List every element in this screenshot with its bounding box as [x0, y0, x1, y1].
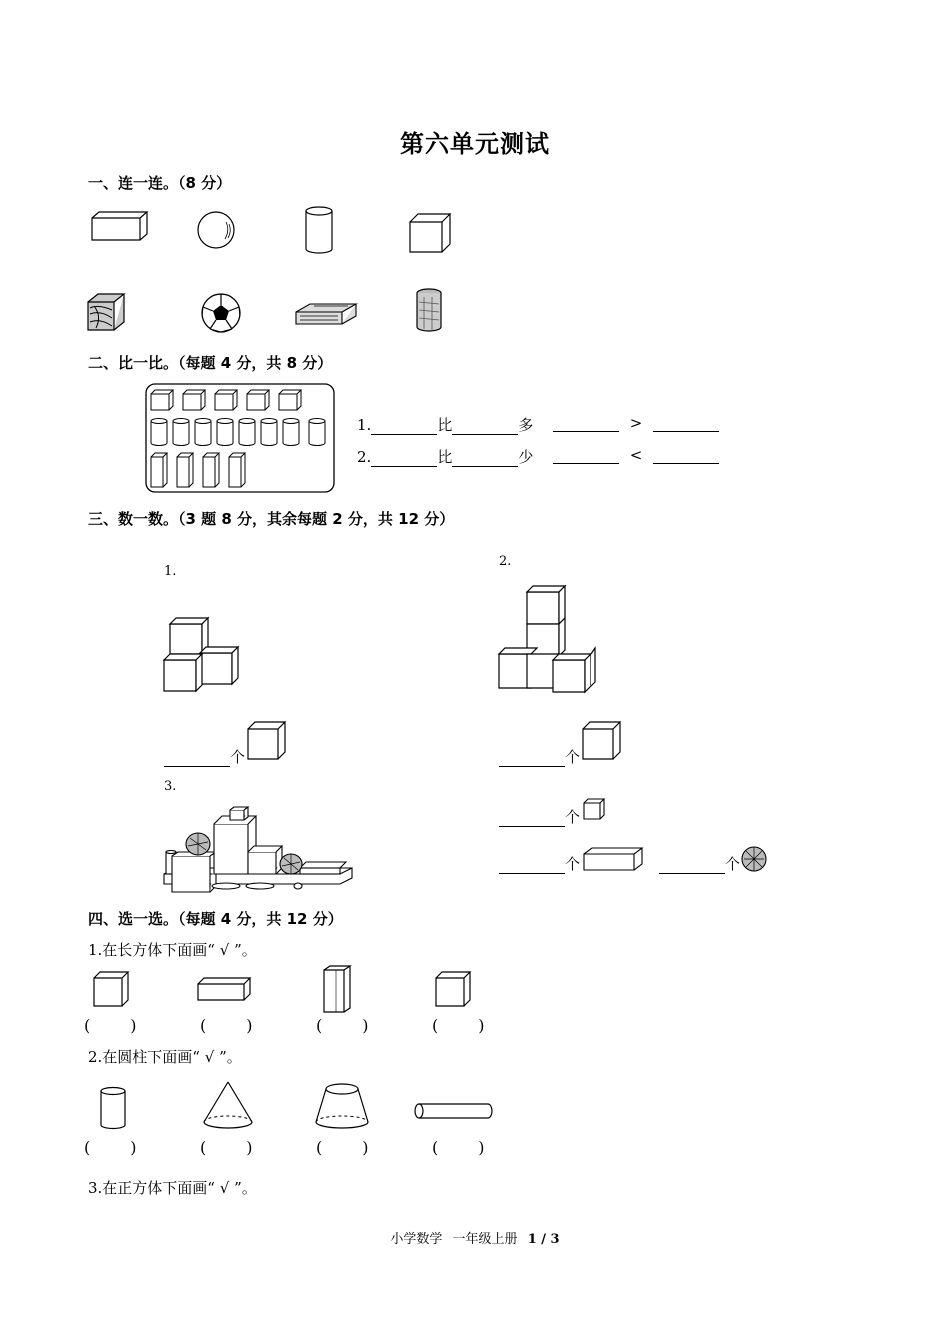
paren-open: ( [316, 1016, 323, 1035]
shape-comparison-panel [145, 383, 335, 493]
section-3-heading: 三、数一数。（3 题 8 分，其余每题 2 分，共 12 分） [88, 510, 455, 528]
count-q3-cube-blank[interactable] [499, 812, 565, 827]
paren-close: ) [478, 1016, 485, 1035]
count-q3-cube-answer [499, 806, 580, 827]
choose-q1-small-cube-icon [434, 970, 472, 1008]
count-q3-ball-blank[interactable] [659, 859, 725, 874]
count-q3-ball-unit: 个 [725, 855, 741, 873]
choose-q3-instruction: 3.在正方体下面画“ √ ”。 [88, 1179, 257, 1197]
choose-q2-answer-4[interactable] [432, 1138, 485, 1157]
count-q3-cuboid-icon [582, 846, 644, 872]
paren-close: ) [362, 1138, 369, 1157]
compare-line-1-duo: 多 [518, 416, 534, 434]
choose-q1-cube-icon [92, 970, 130, 1008]
compare-line-1-number: 1. [357, 416, 372, 434]
paren-open: ( [84, 1016, 91, 1035]
count-q1-unit: 个 [230, 748, 246, 766]
cylinder-shape-icon [304, 206, 334, 254]
footer-grade: 一年级上册 [452, 1232, 518, 1247]
paren-close: ) [130, 1016, 137, 1035]
count-q1-number: 1. [164, 564, 177, 579]
count-q3-small-cube-icon [582, 797, 606, 821]
paren-open: ( [200, 1138, 207, 1157]
choose-q2-cone-icon [202, 1080, 254, 1130]
paren-close: ) [130, 1138, 137, 1157]
section-4-heading: 四、选一选。（每题 4 分，共 12 分） [88, 910, 343, 928]
count-q1-cube-icon [246, 720, 288, 762]
compare-line-2-blank-d[interactable] [653, 449, 719, 464]
footer-page-number: 1 / 3 [527, 1232, 560, 1247]
compare-line-1-blank-d[interactable] [653, 417, 719, 432]
count-q1-blank[interactable] [164, 752, 230, 767]
count-q2-number: 2. [499, 554, 512, 569]
footer-subject: 小学数学 [390, 1232, 443, 1247]
compare-line-2-blank-c[interactable] [553, 449, 619, 464]
count-q1-cube-stack [162, 616, 242, 694]
paren-close: ) [246, 1138, 253, 1157]
cube-shape-icon [408, 212, 454, 254]
compare-line-1-blank-a[interactable] [371, 420, 437, 435]
count-q3-ball-answer [659, 853, 740, 874]
count-q2-answer [499, 746, 580, 767]
paren-open: ( [432, 1138, 439, 1157]
page-title: 第六单元测试 [400, 130, 550, 158]
choose-q2-rod-icon [414, 1102, 494, 1120]
count-q3-cuboid-unit: 个 [565, 855, 581, 873]
paren-open: ( [432, 1016, 439, 1035]
compare-line-1 [357, 414, 533, 435]
choose-q1-tall-cuboid-icon [322, 964, 356, 1014]
compare-line-2 [357, 446, 533, 467]
choose-q1-answer-1[interactable] [84, 1016, 137, 1035]
count-q3-toy-train [160, 806, 356, 896]
count-q3-ball-icon [740, 845, 768, 873]
compare-line-2-bi: 比 [437, 448, 453, 466]
choose-q2-answer-3[interactable] [316, 1138, 369, 1157]
count-q2-blank[interactable] [499, 752, 565, 767]
count-q3-cube-unit: 个 [565, 808, 581, 826]
paren-close: ) [362, 1016, 369, 1035]
compare-line-1-blank-c[interactable] [553, 417, 619, 432]
tin-can-icon [414, 288, 444, 332]
count-q3-cuboid-blank[interactable] [499, 859, 565, 874]
wood-block-icon [86, 292, 126, 332]
section-2-heading: 二、比一比。（每题 4 分，共 8 分） [88, 354, 333, 372]
choose-q1-instruction: 1.在长方体下面画“ √ ”。 [88, 941, 257, 959]
count-q1-answer [164, 746, 245, 767]
soccer-ball-icon [200, 292, 242, 334]
paren-close: ) [478, 1138, 485, 1157]
compare-line-1-blank-b[interactable] [452, 420, 518, 435]
count-q3-cuboid-answer [499, 853, 580, 874]
choose-q2-answer-1[interactable] [84, 1138, 137, 1157]
count-q2-unit: 个 [565, 748, 581, 766]
choose-q2-instruction: 2.在圆柱下面画“ √ ”。 [88, 1048, 242, 1066]
compare-line-2-shao: 少 [518, 448, 534, 466]
choose-q2-frustum-icon [314, 1082, 370, 1130]
count-q2-cube-icon [581, 720, 623, 762]
choose-q2-cylinder-icon [98, 1086, 128, 1130]
page-footer [0, 1228, 950, 1247]
sphere-shape-icon [196, 210, 236, 250]
compare-line-2-number: 2. [357, 448, 372, 466]
section-1-heading: 一、连一连。（8 分） [88, 174, 232, 192]
compare-line-1-bi: 比 [437, 416, 453, 434]
compare-line-1-symbol-row [553, 414, 719, 432]
count-q3-number: 3. [164, 779, 177, 794]
choose-q1-answer-4[interactable] [432, 1016, 485, 1035]
pencil-box-icon [294, 300, 358, 328]
choose-q1-answer-2[interactable] [200, 1016, 253, 1035]
greater-than-sign: > [629, 414, 643, 432]
compare-line-2-symbol-row [553, 446, 719, 464]
paren-close: ) [246, 1016, 253, 1035]
cuboid-shape-icon [90, 210, 150, 244]
choose-q1-answer-3[interactable] [316, 1016, 369, 1035]
choose-q1-flat-cuboid-icon [196, 976, 252, 1002]
less-than-sign: < [629, 446, 643, 464]
paren-open: ( [316, 1138, 323, 1157]
compare-line-2-blank-a[interactable] [371, 452, 437, 467]
compare-line-2-blank-b[interactable] [452, 452, 518, 467]
count-q2-cube-stack [497, 584, 601, 696]
paren-open: ( [84, 1138, 91, 1157]
choose-q2-answer-2[interactable] [200, 1138, 253, 1157]
paren-open: ( [200, 1016, 207, 1035]
